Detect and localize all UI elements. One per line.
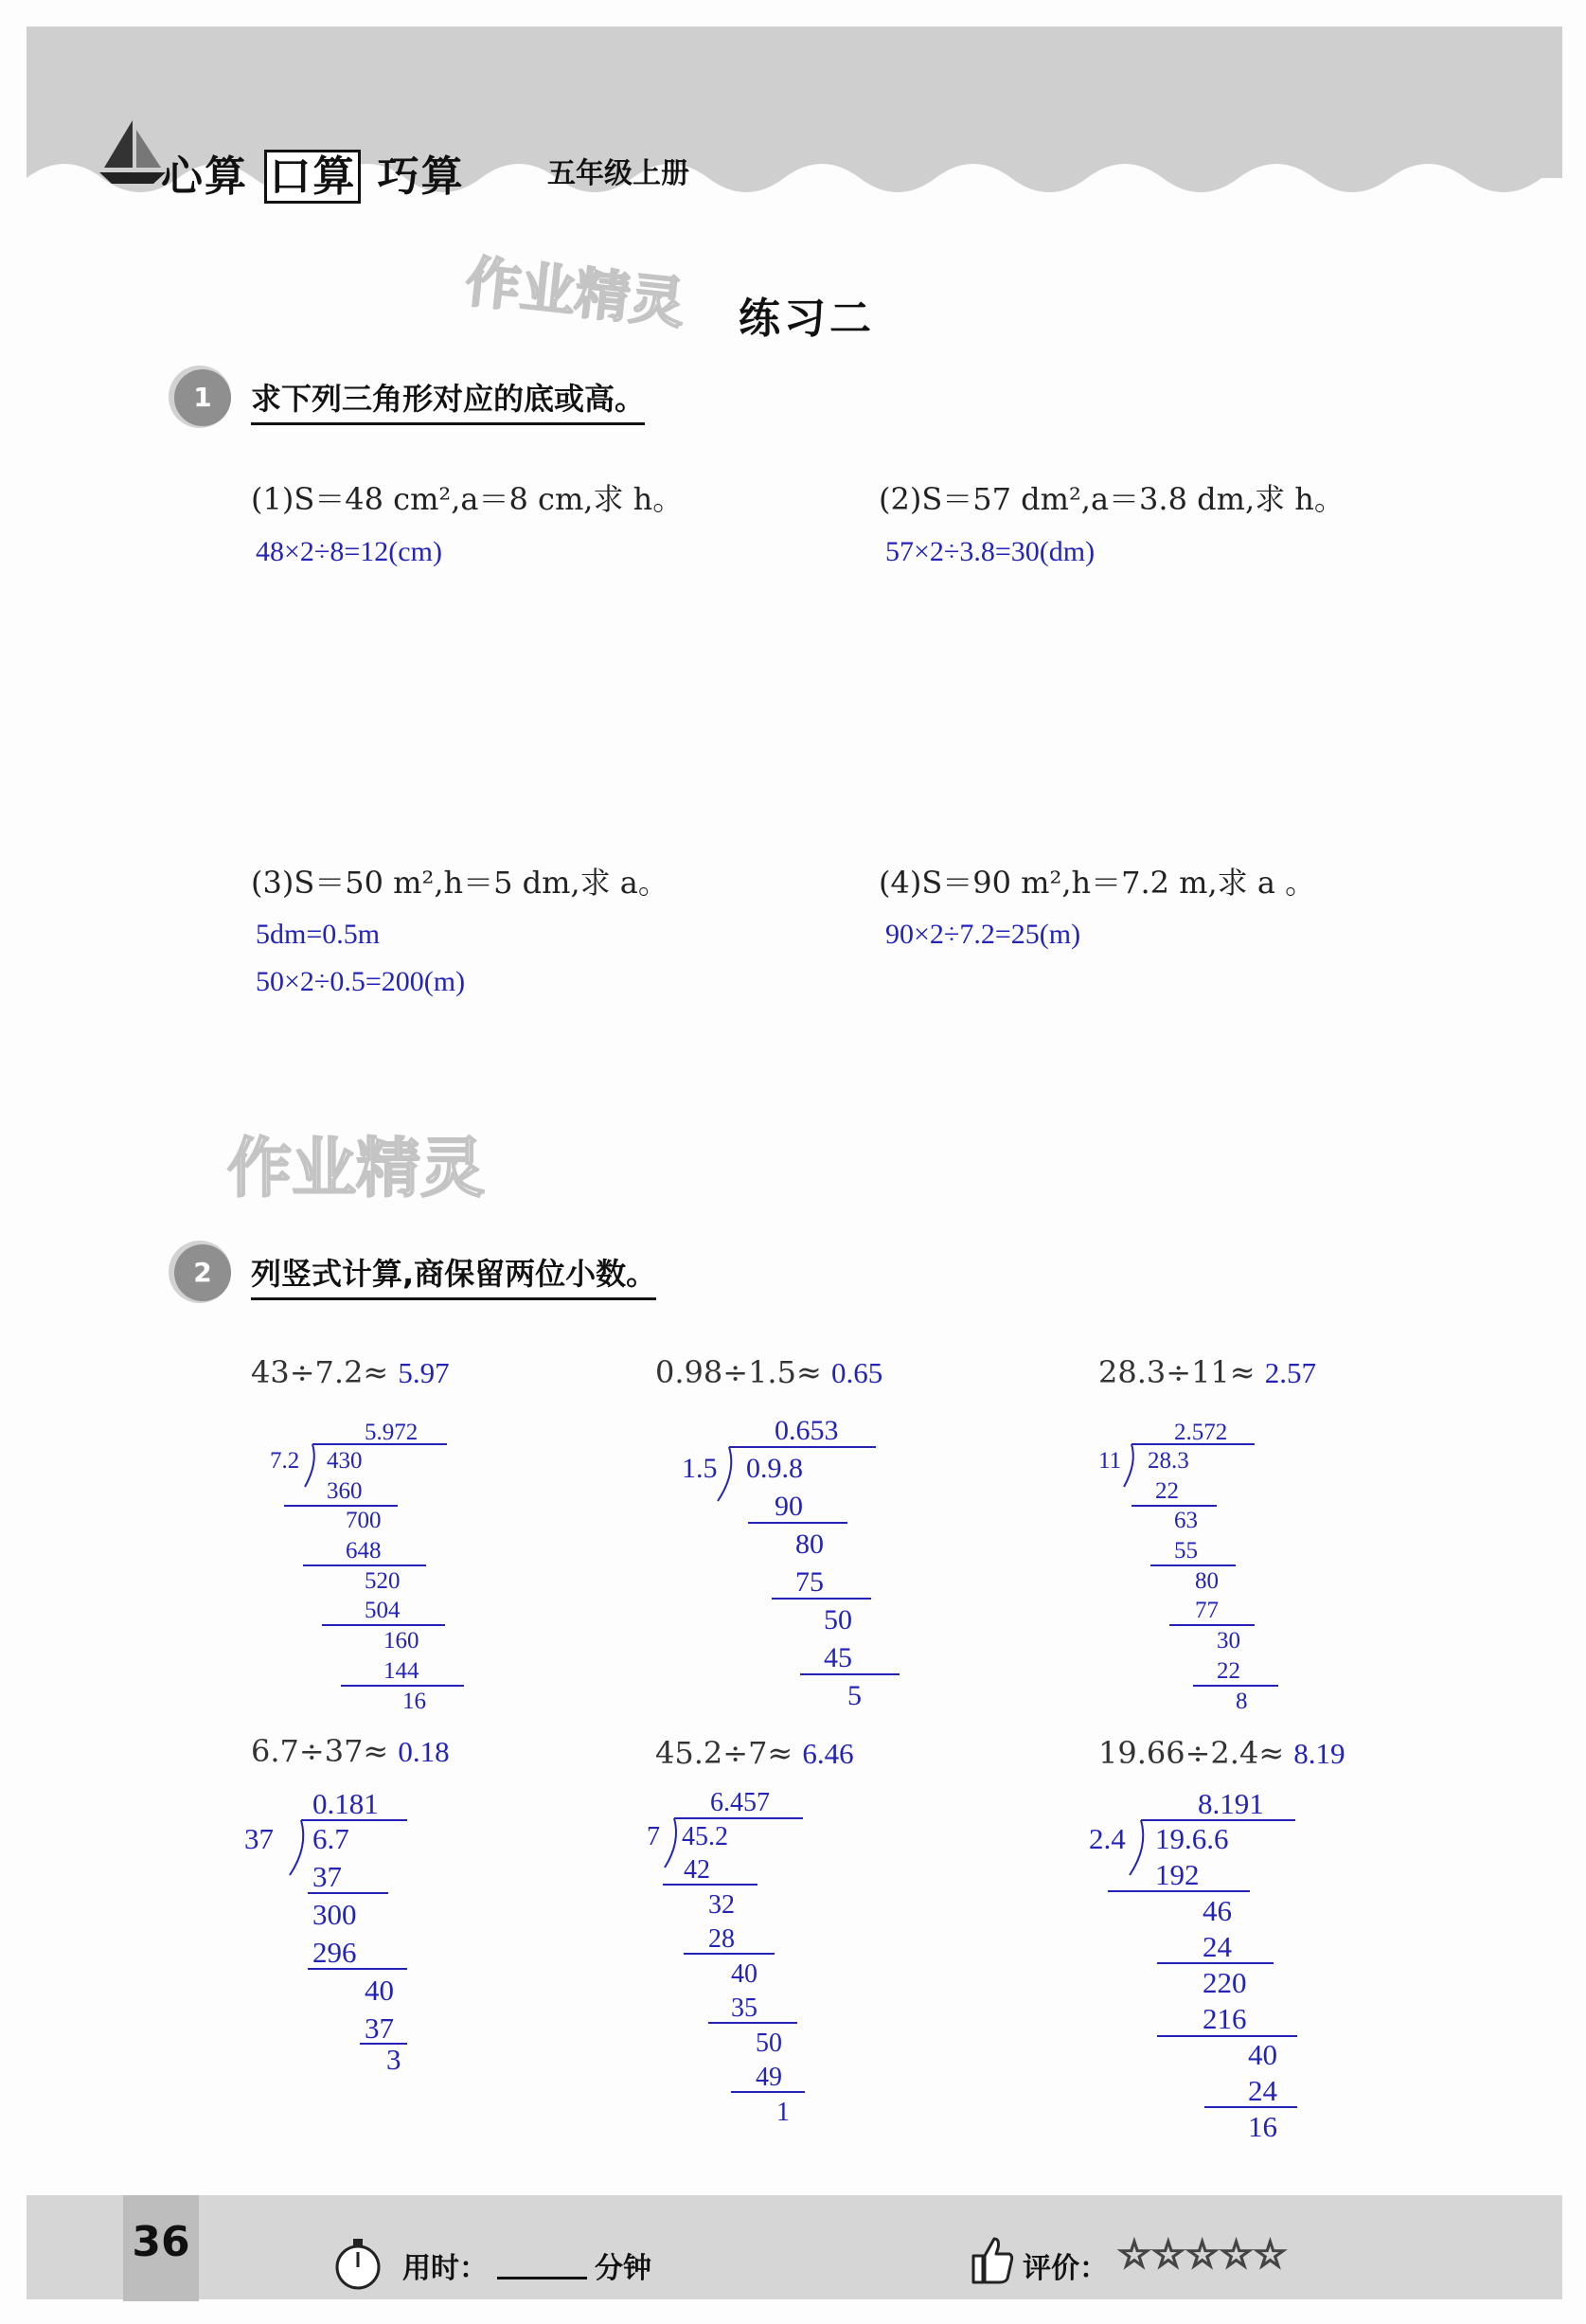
division-bracket: [1124, 1444, 1133, 1487]
step-value: 30: [1217, 1628, 1240, 1654]
step-value: 32: [708, 1890, 735, 1920]
time-input-line[interactable]: [497, 2277, 587, 2279]
step-value: 220: [1203, 1966, 1247, 1999]
problem-label: 6.7÷37≈: [251, 1733, 389, 1769]
section2-instruction: 列竖式计算,商保留两位小数。: [251, 1250, 656, 1300]
quotient: 5.972: [365, 1420, 419, 1445]
page-number: 36: [123, 2195, 199, 2301]
step-value: 360: [327, 1478, 363, 1504]
division-bracket: [718, 1447, 731, 1501]
answer-line: 5dm=0.5m: [256, 919, 381, 950]
time-unit: 分钟: [595, 2252, 651, 2285]
problem-label: (1)S＝48 cm²,a＝8 cm,求 h。: [251, 481, 684, 517]
step-value: 37: [312, 1860, 342, 1893]
step-value: 40: [365, 1974, 394, 2007]
step-value: 63: [1174, 1508, 1198, 1533]
step-value: 22: [1217, 1658, 1240, 1684]
rating-star[interactable]: ☆: [1219, 2233, 1254, 2277]
step-value: 300: [312, 1898, 357, 1931]
step-value: 28: [708, 1924, 735, 1954]
rating-star[interactable]: ☆: [1117, 2233, 1151, 2277]
rounded-answer: 6.46: [802, 1737, 854, 1770]
step-value: 648: [346, 1538, 382, 1564]
step-value: 24: [1248, 2074, 1277, 2107]
long-division: [682, 1415, 900, 1711]
dividend: 6.7: [312, 1822, 349, 1855]
watermark: 作业精灵: [462, 249, 688, 336]
rounded-answer: 0.65: [830, 1356, 883, 1389]
footer-band: [27, 2195, 1562, 2299]
series-title-2: 口算: [264, 150, 361, 204]
step-value: 1: [776, 2098, 790, 2127]
answer-line: 90×2÷7.2=25(m): [885, 919, 1081, 950]
step-value: 35: [731, 1993, 757, 2023]
rating-star[interactable]: ☆: [1150, 2233, 1185, 2277]
rounded-answer: 8.19: [1293, 1737, 1345, 1770]
rating-star[interactable]: ☆: [1185, 2233, 1220, 2277]
step-value: 296: [312, 1936, 357, 1969]
step-value: 24: [1203, 1930, 1232, 1963]
rating-star[interactable]: ☆: [1253, 2233, 1288, 2277]
long-division: [270, 1420, 464, 1714]
step-value: 50: [756, 2029, 782, 2058]
watermark: 作业精灵: [227, 1132, 486, 1207]
step-value: 16: [402, 1689, 426, 1714]
rounded-answer: 0.18: [398, 1735, 450, 1768]
division-bracket: [290, 1820, 303, 1875]
rating-label: 评价：: [1023, 2252, 1108, 2285]
dividend: 430: [327, 1448, 363, 1474]
step-value: 55: [1174, 1538, 1198, 1564]
problem-label: (4)S＝90 m²,h＝7.2 m,求 a 。: [879, 865, 1316, 901]
quotient: 0.181: [312, 1787, 379, 1820]
stopwatch-icon: [333, 2235, 383, 2292]
divisor: 2.4: [1089, 1822, 1126, 1855]
step-value: 192: [1155, 1858, 1200, 1891]
step-value: 50: [824, 1604, 852, 1636]
rating-stars: [1117, 2233, 1287, 2277]
step-value: 42: [684, 1855, 710, 1885]
step-value: 37: [365, 2011, 394, 2045]
step-value: 77: [1195, 1598, 1219, 1623]
divisor: 11: [1098, 1448, 1122, 1474]
series-title-3: 巧算: [377, 152, 465, 201]
section-number-badge: 1: [174, 369, 231, 426]
step-value: 144: [383, 1658, 419, 1684]
series-title-1: 心算: [161, 152, 248, 201]
problem-label: 45.2÷7≈: [655, 1735, 793, 1771]
long-division: [1098, 1420, 1278, 1714]
step-value: 90: [775, 1491, 803, 1522]
step-value: 22: [1155, 1478, 1179, 1504]
answer-line: 50×2÷0.5=200(m): [256, 966, 466, 997]
long-division: [647, 1788, 805, 2127]
step-value: 700: [346, 1508, 382, 1533]
section-number-badge: 2: [174, 1244, 231, 1301]
step-value: 504: [365, 1598, 401, 1623]
step-value: 216: [1203, 2002, 1247, 2035]
step-value: 8: [1236, 1689, 1248, 1714]
problem-label: (3)S＝50 m²,h＝5 dm,求 a。: [251, 865, 668, 901]
problem-label: 43÷7.2≈: [251, 1354, 389, 1390]
rounded-answer: 2.57: [1264, 1356, 1317, 1389]
divisor: 37: [244, 1822, 274, 1855]
section1-instruction: 求下列三角形对应的底或高。: [251, 375, 645, 425]
step-value: 520: [365, 1568, 401, 1594]
step-value: 49: [756, 2063, 782, 2092]
divisor: 7.2: [270, 1448, 300, 1474]
grade-label: 五年级上册: [547, 157, 689, 190]
dividend: 0.9.8: [746, 1453, 803, 1484]
step-value: 80: [1195, 1568, 1219, 1594]
step-value: 40: [1248, 2038, 1277, 2071]
step-value: 46: [1203, 1894, 1232, 1927]
answer-line: 57×2÷3.8=30(dm): [885, 536, 1096, 567]
step-value: 3: [386, 2043, 401, 2076]
problem-label: (2)S＝57 dm²,a＝3.8 dm,求 h。: [879, 481, 1345, 517]
quotient: 6.457: [710, 1788, 770, 1817]
division-bracket: [305, 1444, 314, 1487]
step-value: 40: [731, 1959, 757, 1989]
time-label: 用时：: [402, 2252, 488, 2285]
step-value: 80: [795, 1528, 824, 1560]
step-value: 5: [847, 1680, 862, 1711]
dividend: 19.6.6: [1155, 1822, 1229, 1855]
thumbs-up-icon: [966, 2231, 1015, 2288]
problem-label: 19.66÷2.4≈: [1098, 1735, 1285, 1771]
long-division: [1089, 1787, 1297, 2143]
answer-line: 48×2÷8=12(cm): [256, 536, 442, 567]
rounded-answer: 5.97: [398, 1356, 450, 1389]
divisor: 1.5: [682, 1453, 718, 1484]
dividend: 28.3: [1148, 1448, 1189, 1474]
quotient: 2.572: [1174, 1420, 1228, 1445]
step-value: 45: [824, 1642, 852, 1673]
quotient: 8.191: [1198, 1787, 1264, 1820]
problem-label: 28.3÷11≈: [1098, 1354, 1256, 1390]
quotient: 0.653: [775, 1415, 839, 1446]
step-value: 16: [1248, 2110, 1277, 2143]
problem-label: 0.98÷1.5≈: [655, 1354, 822, 1390]
division-bracket: [1130, 1820, 1143, 1875]
division-bracket: [665, 1818, 676, 1868]
long-division: [244, 1787, 407, 2076]
step-value: 160: [383, 1628, 419, 1654]
page-title: 练习二: [739, 295, 875, 343]
divisor: 7: [647, 1822, 660, 1851]
step-value: 75: [795, 1566, 824, 1598]
dividend: 45.2: [682, 1822, 728, 1851]
